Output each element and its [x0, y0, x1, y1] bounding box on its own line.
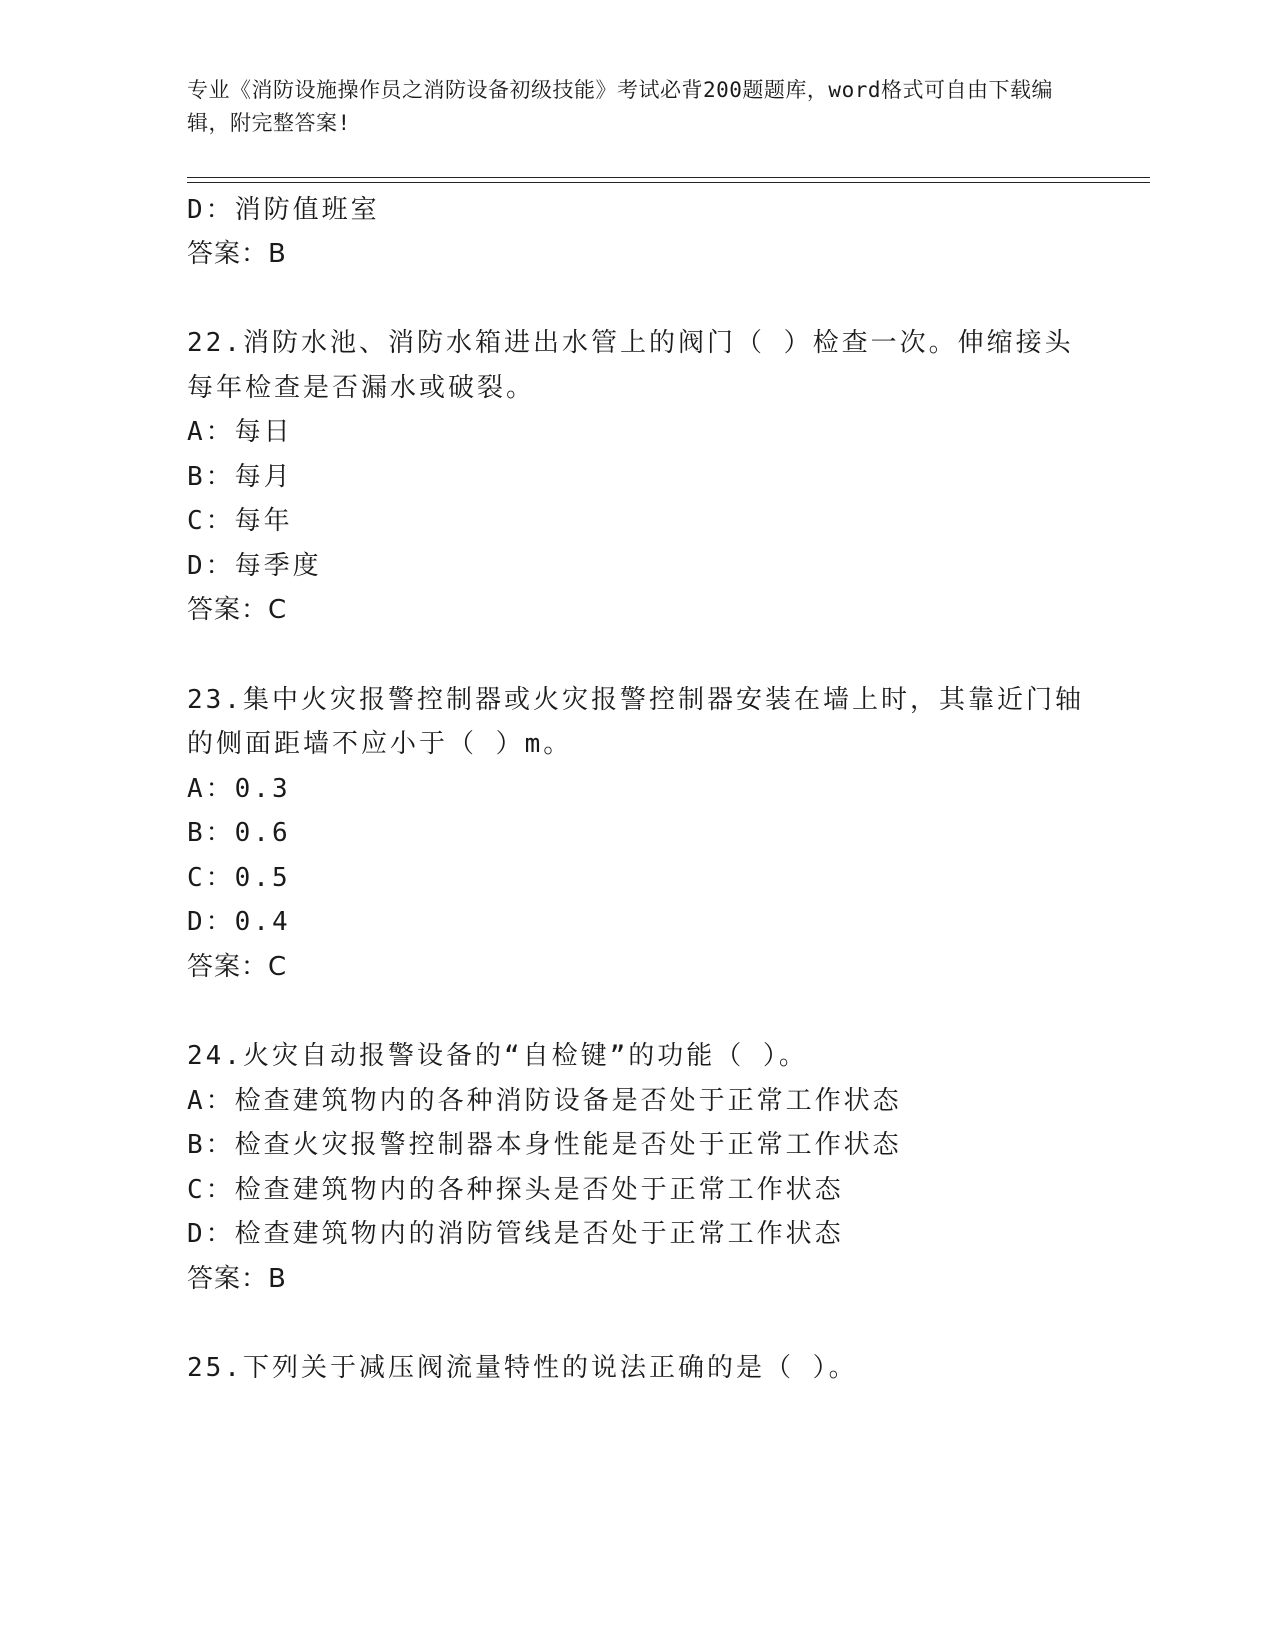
option-b: B：0.6 — [187, 818, 291, 848]
option-c: C：每年 — [187, 506, 293, 536]
header-rule-bottom — [187, 182, 1150, 183]
question-22-line-1: 22.消防水池、消防水箱进出水管上的阀门（ ）检查一次。伸缩接头 — [187, 328, 1074, 358]
answer-line: 答案：B — [187, 1264, 287, 1294]
answer-line: 答案：C — [187, 595, 288, 625]
header-rule-top — [187, 177, 1150, 178]
option-d: D：0.4 — [187, 907, 291, 937]
option-c: C：0.5 — [187, 863, 291, 893]
question-22-line-2: 每年检查是否漏水或破裂。 — [187, 373, 536, 403]
answer-line: 答案：C — [187, 952, 288, 982]
option-b: B：每月 — [187, 462, 293, 492]
option-b: B：检查火灾报警控制器本身性能是否处于正常工作状态 — [187, 1130, 902, 1160]
option-a: A：0.3 — [187, 774, 291, 804]
question-23-line-2: 的侧面距墙不应小于（ ）m。 — [187, 729, 573, 759]
question-24-line-1: 24.火灾自动报警设备的“自检键”的功能（ ）。 — [187, 1041, 808, 1071]
option-c: C：检查建筑物内的各种探头是否处于正常工作状态 — [187, 1175, 844, 1205]
answer-line: 答案：B — [187, 239, 287, 269]
question-25-line-1: 25.下列关于减压阀流量特性的说法正确的是（ ）。 — [187, 1353, 858, 1383]
question-23-line-1: 23.集中火灾报警控制器或火灾报警控制器安装在墙上时，其靠近门轴 — [187, 685, 1084, 715]
option-d: D：检查建筑物内的消防管线是否处于正常工作状态 — [187, 1219, 844, 1249]
option-a: A：每日 — [187, 417, 293, 447]
option-a: A：检查建筑物内的各种消防设备是否处于正常工作状态 — [187, 1086, 902, 1116]
option-d: D：消防值班室 — [187, 195, 380, 225]
page-header: 专业《消防设施操作员之消防设备初级技能》考试必背200题题库，word格式可自由下载编辑，附完整答案! — [187, 78, 1053, 135]
option-d: D：每季度 — [187, 551, 322, 581]
